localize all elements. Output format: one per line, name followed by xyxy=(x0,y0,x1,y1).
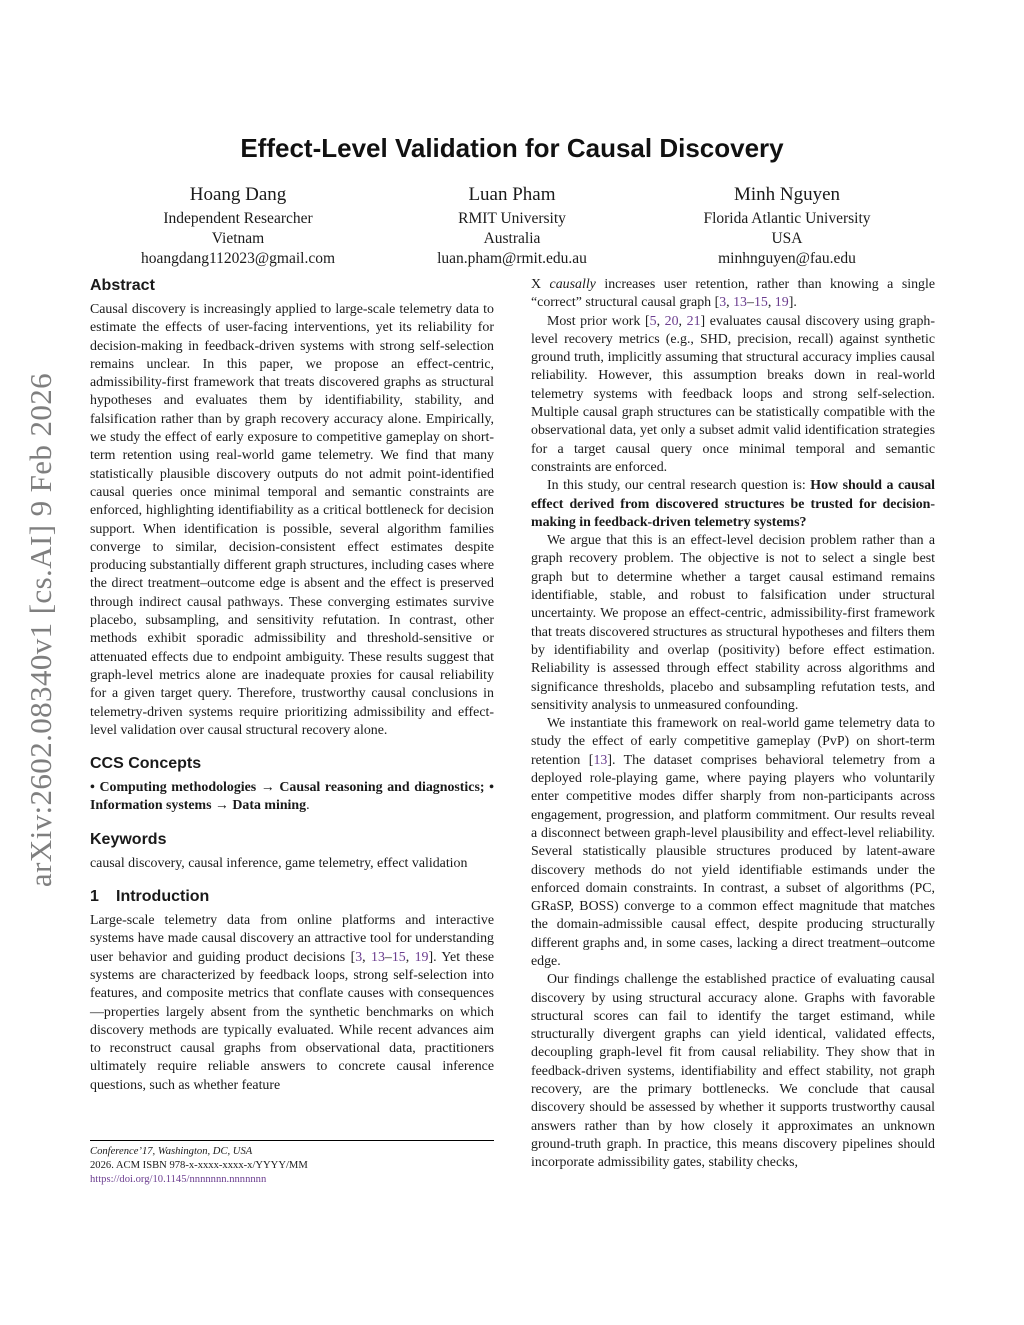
author-name: Minh Nguyen xyxy=(733,184,841,205)
intro-paragraph: Large-scale telemetry data from online platforms and interactive systems have made causal discovery an attractive tool for understanding user behavior and guiding product decisions [3, 13–15, 19]. Yet these systems are characterized by feedback loops, strong self-selection into features, and composite metrics that conflate causes with consequences—properties largely absent from the synthetic benchmarks on which discovery methods are typically evaluated. While recent advances aim to reconstruct causal graphs from observational data, practitioners ultimately require reliable answers to concrete causal inference questions, such as whether feature xyxy=(90,913,494,1093)
author-name: Hoang Dang xyxy=(189,184,287,205)
citation-link[interactable]: 15 xyxy=(391,949,406,965)
intro-paragraph: We instantiate this framework on real-world game telemetry data to study the effect of early competitive gameplay (PvP) on short-term retention [13]. The dataset comprises behavioral telemetry from a deployed role-playing game, where paying players who voluntarily enter competitive modes differ sharply from non-participants across engagement, progression, and platform commitment. Our results reveal a disconnect between graph-level plausibility and effect-level reliability. Several statistically plausible structures produced by latent-aware discovery methods do not yield identifiable estimands under the enforced domain constraints. In contrast, a subset of algorithms (PC, GRaSP, BOSS) converge to a common effect magnitude that matches the domain-admissible causal effect, despite producing structurally different graphs and, in some cases, lacking a direct treatment–outcome edge. xyxy=(531,716,935,969)
arxiv-sidebar xyxy=(2,290,80,970)
right-column xyxy=(531,276,935,1173)
abstract-text: Causal discovery is increasingly applied to large-scale telemetry data to estimate the effects of user-facing interventions, yet its reliability for decision-making in feedback-driven systems with strong self-selection remains unclear. In this paper, we propose an effect-centric, admissibility-first framework that treats discovered graphs as structural hypotheses and evaluates them by identifiability, stability, and falsification rather than by graph recovery accuracy alone. Empirically, we study the effect of early exposure to competitive gameplay on short-term retention using real-world game telemetry. We find that many statistically plausible discovery outputs do not admit point-identified causal queries once minimal temporal and semantic constraints are enforced, highlighting identifiability as a critical bottleneck for decision support. When identification is possible, several algorithm families converge to similar, decision-consistent effect estimates despite producing substantially different graph structures, including cases where the direct treatment–outcome edge is absent and the effect is preserved through indirect causal pathways. These converging estimates survive placebo, subsampling, and sensitivity refutation. In contrast, other methods exhibit sporadic admissibility and threshold-sensitive or attenuated effects due to endpoint ambiguity. These results suggest that graph-level metrics alone are inadequate proxies for causal reliability for a given target query. Therefore, trustworthy causal conclusions in telemetry-driven systems require prioritizing admissibility and effect-level validation over causal structural recovery alone. xyxy=(90,302,494,738)
citation-link[interactable]: 3 xyxy=(719,295,727,311)
citation-link[interactable]: 19 xyxy=(414,949,429,965)
ccs-heading: CCS Concepts xyxy=(90,755,202,773)
arxiv-identifier: arXiv:2602.08340v1 [cs.AI] 9 Feb 2026 xyxy=(23,372,58,888)
section-title: Introduction xyxy=(116,888,210,906)
keywords-heading: Keywords xyxy=(90,830,167,848)
doi-link[interactable]: https://doi.org/10.1145/nnnnnnn.nnnnnnn xyxy=(90,1174,267,1185)
citation-link[interactable]: 13 xyxy=(371,949,385,965)
author-block xyxy=(637,183,937,269)
author-affiliation: RMIT University xyxy=(458,210,566,227)
abstract-heading: Abstract xyxy=(90,277,155,294)
isbn-info: 2026. ACM ISBN 978-x-xxxx-xxxx-x/YYYY/MM xyxy=(90,1160,308,1171)
keywords-text: causal discovery, causal inference, game telemetry, effect validation xyxy=(90,855,468,871)
intro-paragraph-continued: X causally increases user retention, rather than knowing a single “correct” structural causal graph [3, 13–15, 19]. xyxy=(531,277,935,311)
author-block xyxy=(88,183,388,269)
author-email: minhnguyen@fau.edu xyxy=(718,250,856,267)
research-question: In this study, our central research question is: How should a causal effect derived from discovered structures be trusted for decision-making in feedback-driven telemetry systems? xyxy=(531,478,935,530)
footnote-divider xyxy=(90,1140,494,1141)
citation-link[interactable]: 5 xyxy=(649,313,657,329)
author-email: luan.pham@rmit.edu.au xyxy=(437,250,587,267)
citation-link[interactable]: 19 xyxy=(774,295,789,311)
author-affiliation: Florida Atlantic University xyxy=(703,210,871,227)
footnote xyxy=(90,1140,494,1187)
research-question-bold: How should a causal effect derived from discovered structures be trusted for decision-making in feedback-driven telemetry systems? xyxy=(531,478,935,530)
author-affiliation: Independent Researcher xyxy=(163,210,313,227)
author-country: USA xyxy=(771,230,803,247)
section-number: 1 xyxy=(90,888,99,906)
intro-paragraph: Our findings challenge the established practice of evaluating causal discovery by using structural accuracy alone. Graphs with favorable structural scores can fail to identify the target estimand, while structurally divergent graphs can yield identical, validated effects, decoupling graph-level fit from causal reliability. They show that in feedback-driven systems, identifiability and effect stability, not graph recovery, are the primary bottlenecks. We conclude that causal discovery should be assessed by whether it supports trustworthy causal answers rather than by how closely it approximates an unknown ground-truth graph. In practice, this means discovery pipelines should incorporate admissibility gates, stability checks, xyxy=(531,972,935,1171)
left-column xyxy=(90,276,494,1095)
author-name: Luan Pham xyxy=(468,184,556,205)
citation-link[interactable]: 20 xyxy=(664,313,679,329)
citation-link[interactable]: 21 xyxy=(686,313,701,329)
ccs-text: • Computing methodologies → Causal reasoning and diagnostics; • Information systems → Data mining xyxy=(90,780,494,814)
citation-link[interactable]: 13 xyxy=(733,295,747,311)
citation-link[interactable]: 15 xyxy=(753,295,768,311)
introduction-heading xyxy=(90,887,494,907)
conference-info: Conference’17, Washington, DC, USA xyxy=(90,1146,253,1157)
author-email: hoangdang112023@gmail.com xyxy=(140,250,336,267)
ccs-concepts: • Computing methodologies → Causal reasoning and diagnostics; • Information systems → Data mining. xyxy=(90,780,494,814)
citation-link[interactable]: 3 xyxy=(355,949,363,965)
citation-link[interactable]: 13 xyxy=(593,752,608,768)
author-block xyxy=(362,183,662,269)
paper-title: Effect-Level Validation for Causal Discovery xyxy=(240,133,784,163)
author-country: Australia xyxy=(483,230,541,247)
intro-paragraph: Most prior work [5, 20, 21] evaluates causal discovery using graph-level recovery metrics (e.g., SHD, precision, recall) against synthetic ground truth, implicitly assuming that structural accuracy implies causal reliability. However, this assumption breaks down in real-world telemetry systems with feedback loops and strong self-selection. Multiple causal graph structures can be statistically compatible with the observational data, yet only a subset admit valid identification strategies for a target causal query once minimal temporal and semantic constraints are enforced. xyxy=(531,313,935,475)
intro-paragraph: We argue that this is an effect-level decision problem rather than a graph recovery problem. The objective is not to select a single best graph but to determine whether a target causal estimand remains identifiable, stable, and robust to falsification under structural uncertainty. We propose an effect-centric, admissibility-first framework that treats discovered structures as structural hypotheses and filters them by identifiability and overlap (positivity) before effect estimation. Reliability is assessed through effect stability across algorithms and significance thresholds, placebo and subsampling refutation tests, and sensitivity analysis to unmeasured confounding. xyxy=(531,533,935,713)
author-country: Vietnam xyxy=(211,230,265,247)
